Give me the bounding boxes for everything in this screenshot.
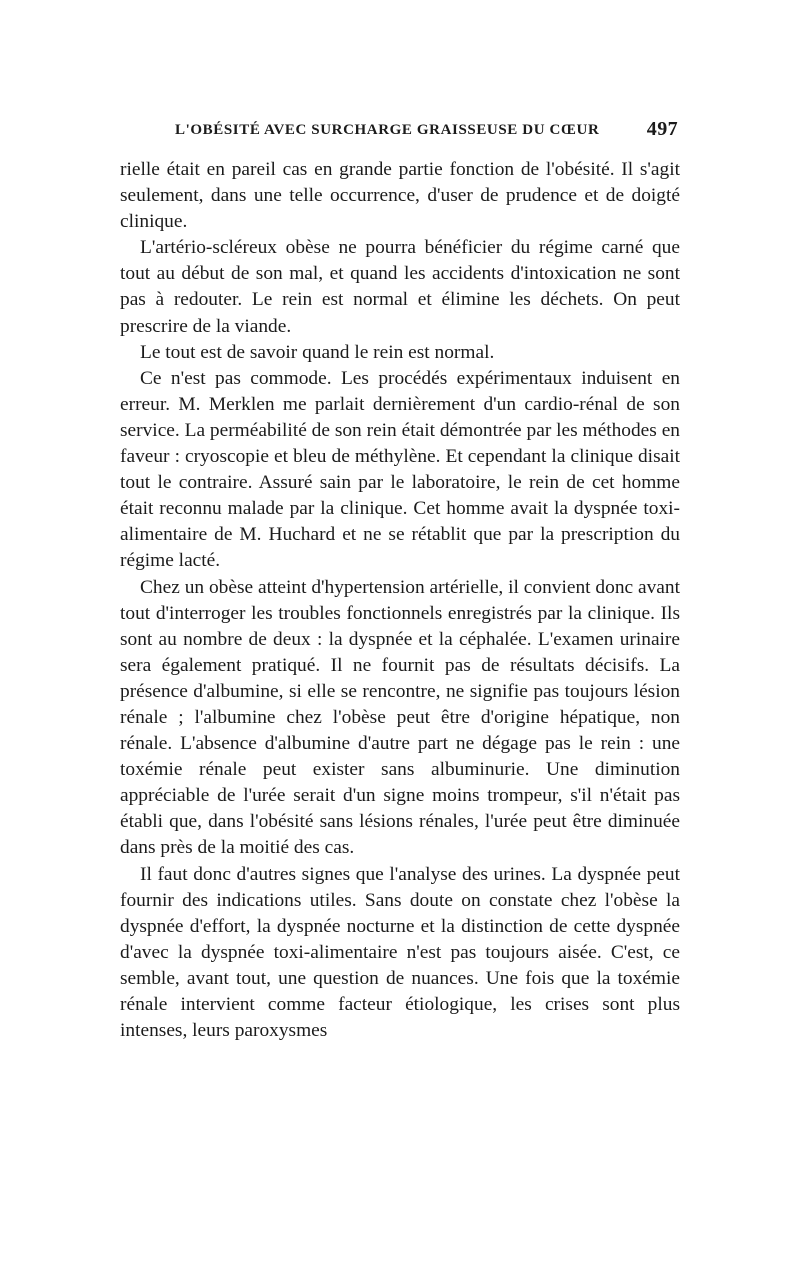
paragraph-continued: rielle était en pareil cas en grande partie fonction de l'obésité. Il s'agit seulement, dans une telle occurrence, d'user de prudence et de doigté clinique. bbox=[120, 159, 680, 233]
paragraph: L'artério-scléreux obèse ne pourra bénéficier du régime carné que tout au début de son mal, et quand les accidents d'intoxication ne sont pas à redouter. Le rein est normal et élimine les déchets. On peut prescrire de la viande. bbox=[120, 237, 680, 337]
paragraph: Ce n'est pas commode. Les procédés expérimentaux induisent en erreur. M. Merklen me parlait dernièrement d'un cardio-rénal de son service. La perméabilité de son rein était démontrée par les méthodes en faveur : cryoscopie et bleu de méthylène. Et cependant la clinique disait tout le contraire. Assuré sain par le laboratoire, le rein de cet homme était reconnu malade par la clinique. Cet homme avait la dyspnée toxi-alimentaire de M. Huchard et ne se rétablit que par la prescription du régime lacté. bbox=[120, 367, 680, 572]
running-head bbox=[120, 115, 680, 145]
paragraph: Il faut donc d'autres signes que l'analyse des urines. La dyspnée peut fournir des indications utiles. Sans doute on constate chez l'obèse la dyspnée d'effort, la dyspnée nocturne et la distinction de cette dyspnée d'avec la dyspnée toxi-alimentaire n'est pas toujours aisée. C'est, ce semble, avant tout, une question de nuances. Une fois que la toxémie rénale intervient comme facteur étiologique, les crises sont plus intenses, leurs paroxysmes bbox=[120, 863, 680, 1042]
paragraph: Le tout est de savoir quand le rein est normal. bbox=[140, 341, 495, 363]
page-number: 497 bbox=[646, 118, 678, 140]
body-text bbox=[120, 157, 680, 1044]
paragraph: Chez un obèse atteint d'hypertension artérielle, il convient donc avant tout d'interroger les troubles fonctionnels enregistrés par la clinique. Ils sont au nombre de deux : la dyspnée et la céphalée. L'examen urinaire sera également pratiqué. Il ne fournit pas de résultats décisifs. La présence d'albumine, si elle se rencontre, ne signifie pas toujours lésion rénale ; l'albumine chez l'obèse peut être d'origine hépatique, non rénale. L'absence d'albumine d'autre part ne dégage pas le rein : une toxémie rénale peut exister sans albuminurie. Une diminution appréciable de l'urée serait d'un signe moins trompeur, s'il n'était pas établi que, dans l'obésité sans lésions rénales, l'urée peut être diminuée dans près de la moitié des cas. bbox=[120, 576, 680, 859]
running-title: L'OBÉSITÉ AVEC SURCHARGE GRAISSEUSE DU CŒUR bbox=[175, 122, 600, 138]
